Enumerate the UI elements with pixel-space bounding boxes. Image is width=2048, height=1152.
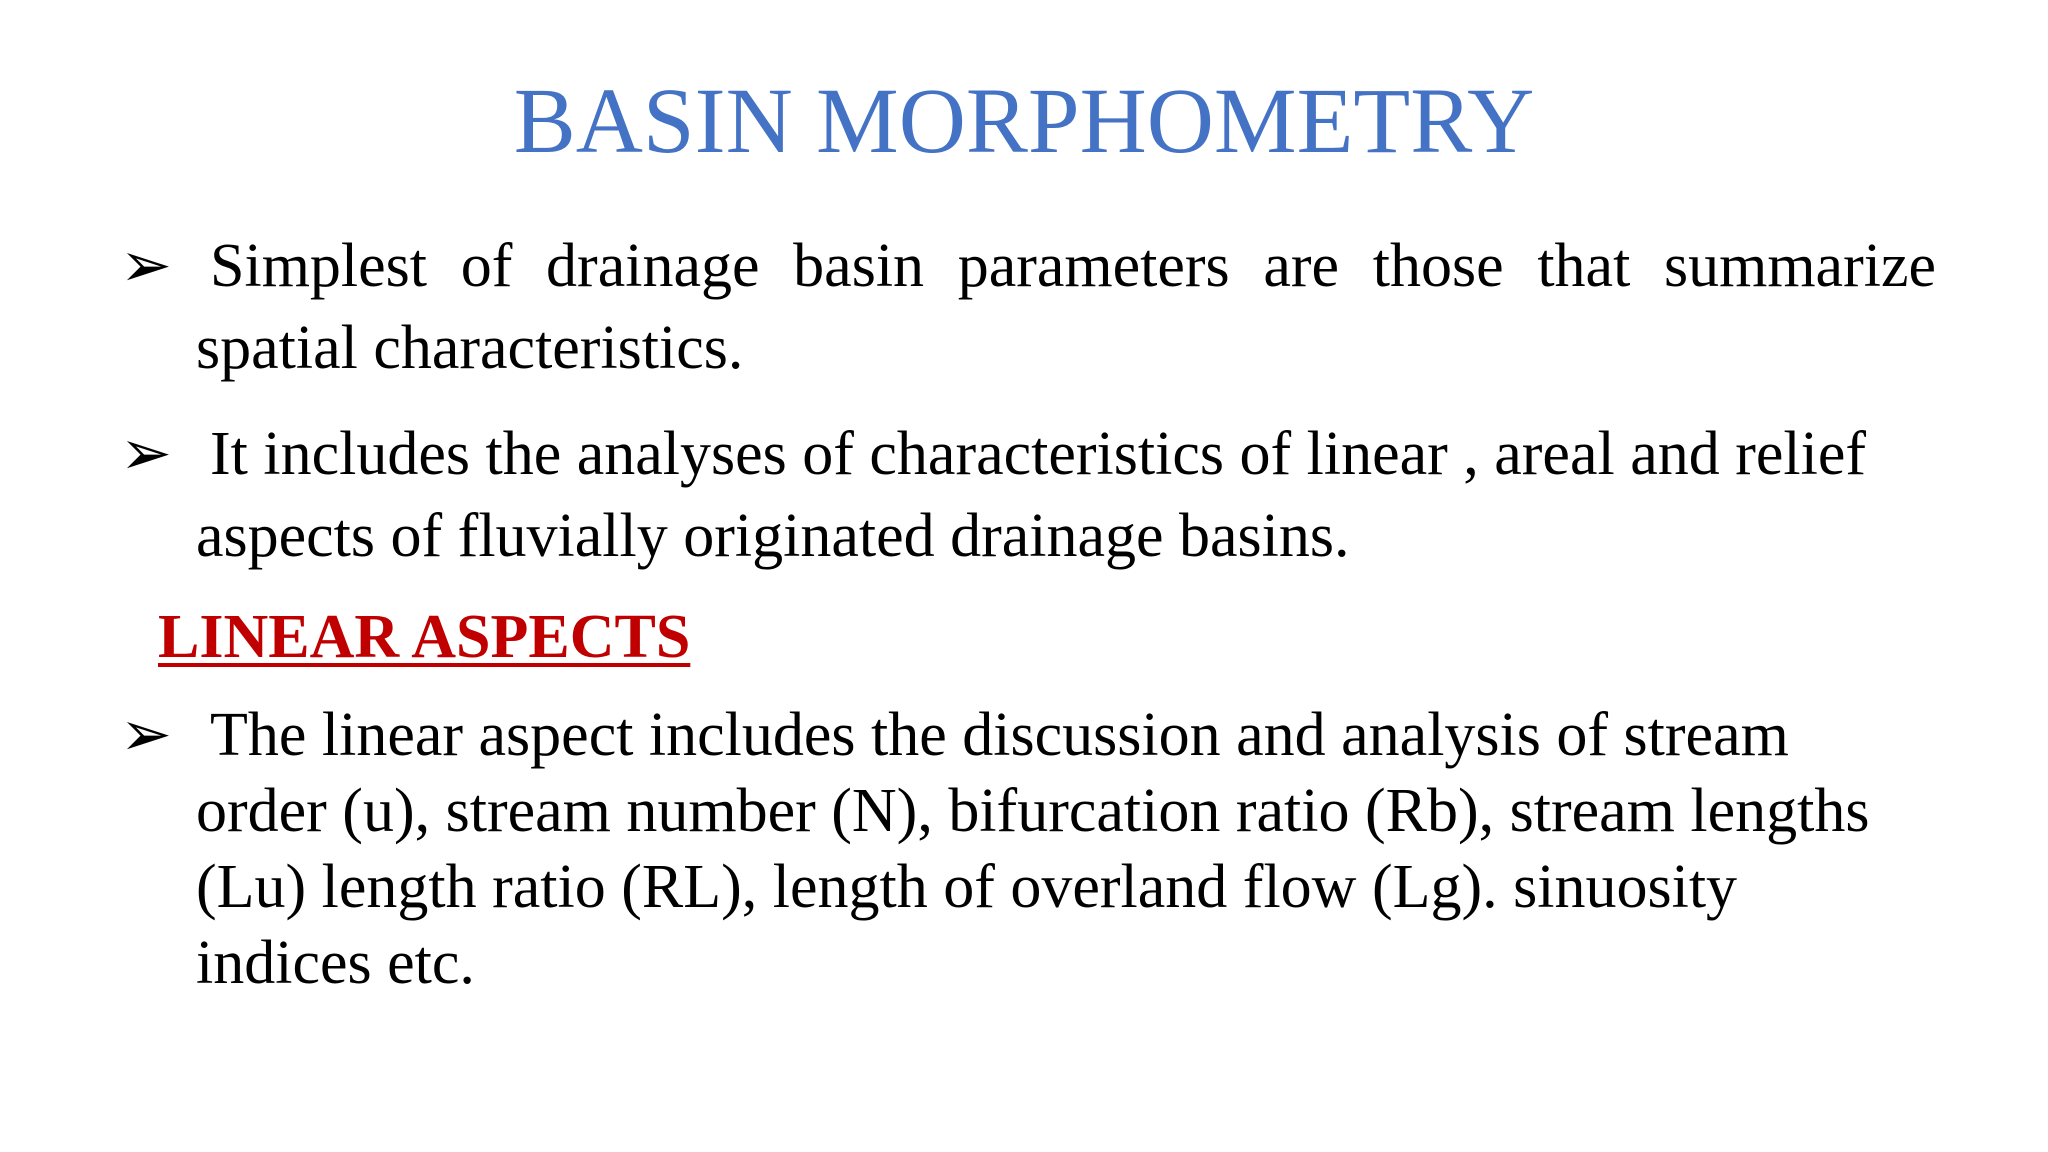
- arrow-bullet-icon: ➢: [120, 420, 172, 488]
- arrow-bullet-icon: ➢: [120, 232, 172, 300]
- bullet-item: [120, 225, 1936, 389]
- arrow-bullet-icon: ➢: [120, 701, 172, 769]
- bullet-item: [120, 413, 1936, 577]
- bullet-text: It includes the analyses of characteristics of linear , areal and relief aspects of fluvially originated drainage basins.: [196, 420, 1866, 570]
- bullet-item: [120, 697, 1916, 1001]
- bullet-text: Simplest of drainage basin parameters are those that summarize spatial characteristics.: [196, 232, 1936, 382]
- bullet-text: The linear aspect includes the discussion and analysis of stream order (u), stream number (N), bifurcation ratio (Rb), stream lengths (Lu) length ratio (RL), length of overland flow (Lg). sinuosity indices etc.: [196, 701, 1870, 997]
- section-heading-linear-aspects: LINEAR ASPECTS: [158, 603, 691, 671]
- slide-title: BASIN MORPHOMETRY: [513, 70, 1535, 173]
